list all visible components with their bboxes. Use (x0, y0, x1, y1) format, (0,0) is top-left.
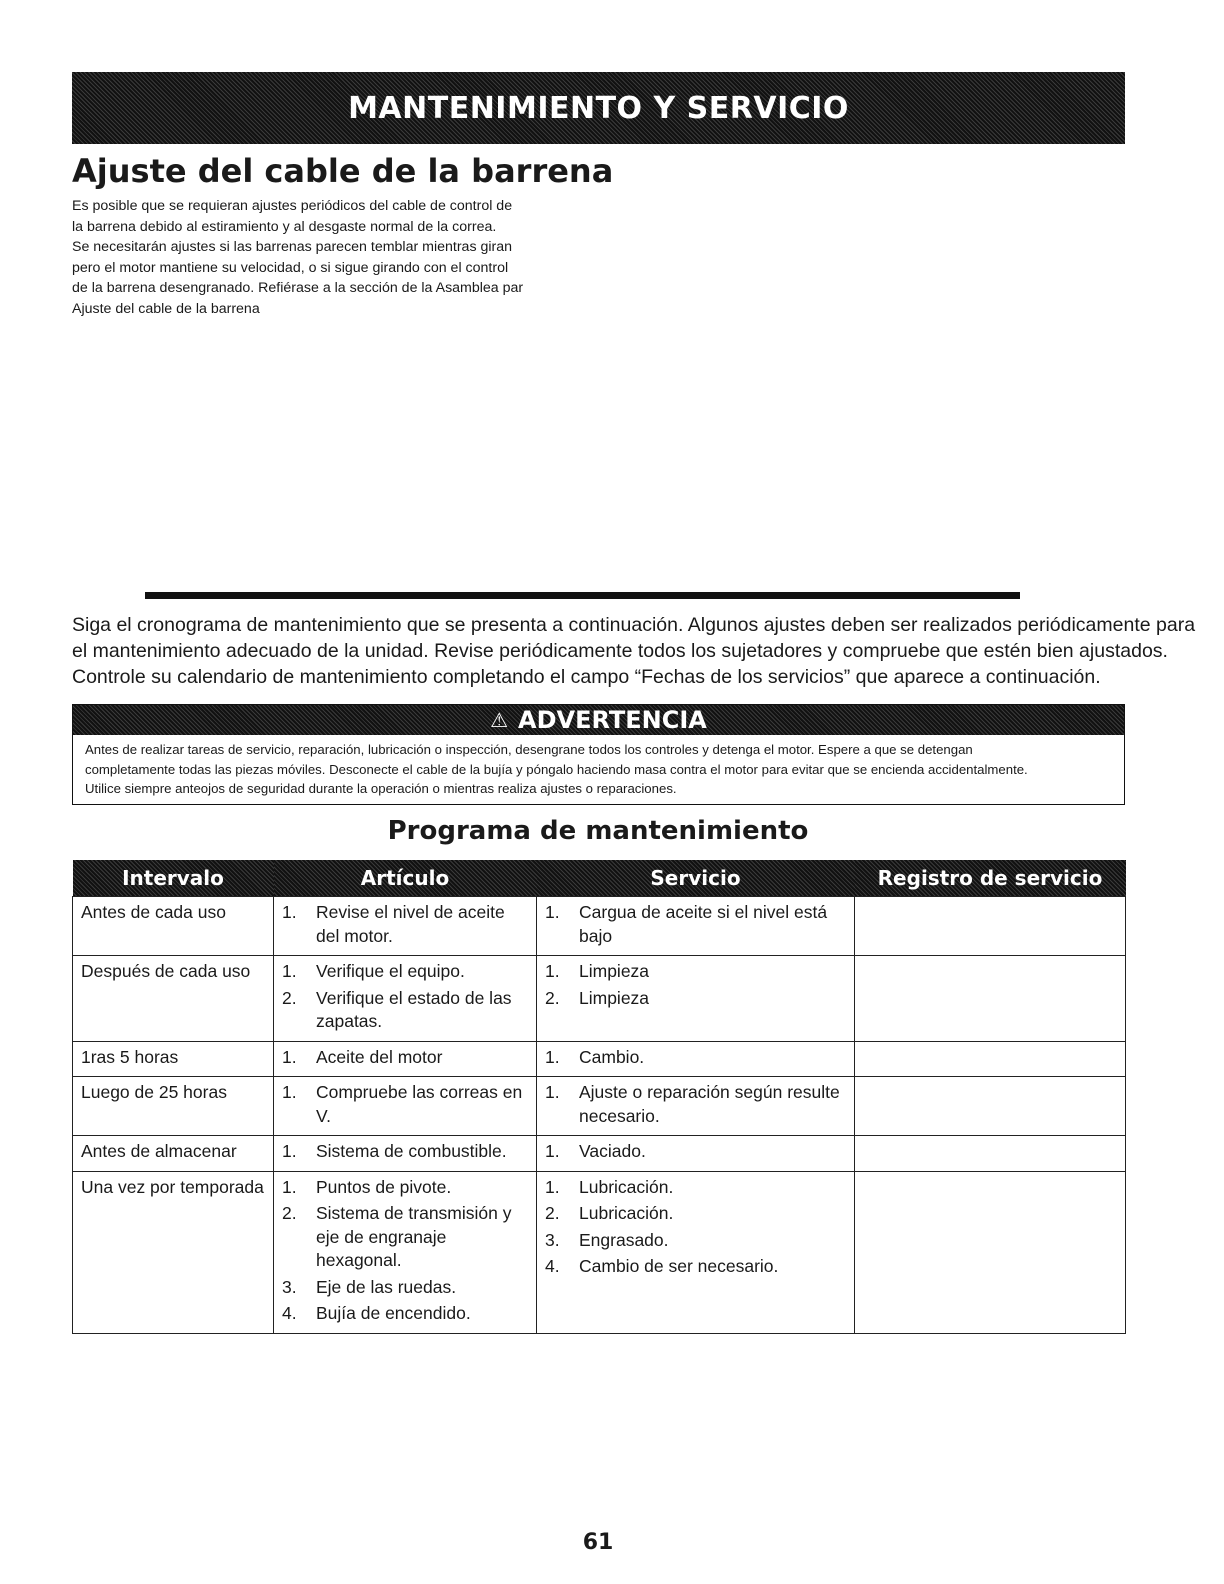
list-text: Cargua de aceite si el nivel está bajo (579, 902, 828, 946)
item-cell (274, 1077, 537, 1136)
service-record-cell (855, 1136, 1126, 1172)
numbered-list (545, 1176, 848, 1279)
list-number: 1. (545, 1082, 560, 1102)
list-text: Revise el nivel de aceite del motor. (316, 902, 505, 946)
list-item (545, 1255, 848, 1279)
list-item (545, 1176, 848, 1200)
service-record-cell (855, 1077, 1126, 1136)
section-banner (72, 72, 1125, 144)
numbered-list (282, 1046, 530, 1070)
service-cell (537, 1041, 855, 1077)
list-text: Compruebe las correas en V. (316, 1082, 523, 1126)
list-number: 4. (282, 1303, 297, 1323)
text-line: Utilice siempre anteojos de seguridad durante la operación o mientras realiza ajustes o reparaciones. (85, 781, 677, 797)
numbered-list (282, 1081, 530, 1128)
column-header: Intervalo (73, 860, 274, 897)
item-cell (274, 956, 537, 1042)
interval-cell: 1ras 5 horas (73, 1041, 274, 1077)
list-item (545, 1202, 848, 1226)
column-header: Registro de servicio (855, 860, 1126, 897)
list-number: 1. (545, 1046, 560, 1067)
text-line: Ajuste del cable de la barrena (72, 300, 260, 317)
item-cell (274, 1136, 537, 1172)
list-item (282, 960, 530, 984)
column-header: Artículo (274, 860, 537, 897)
text-line: de la barrena desengranado. Refiérase a la sección de la Asamblea par (72, 280, 524, 297)
list-text: Lubricación. (579, 1203, 674, 1223)
interval-cell: Antes de almacenar (73, 1136, 274, 1172)
auger-cable-title: Ajuste del cable de la barrena (72, 152, 614, 190)
numbered-list (545, 1046, 848, 1070)
interval-cell: Una vez por temporada (73, 1171, 274, 1333)
list-number: 1. (282, 1141, 297, 1161)
list-text: Ajuste o reparación según resulte necesario. (579, 1082, 840, 1126)
interval-cell: Luego de 25 horas (73, 1077, 274, 1136)
divider (145, 592, 1020, 599)
list-text: Eje de las ruedas. (316, 1276, 457, 1297)
list-item (282, 1302, 530, 1326)
list-text: Verifique el equipo. (316, 961, 465, 981)
list-number: 1. (282, 961, 297, 981)
warning-box (72, 704, 1125, 805)
list-text: Vaciado. (579, 1141, 646, 1161)
list-text: Bujía de encendido. (316, 1303, 471, 1323)
list-text: Cambio de ser necesario. (579, 1256, 779, 1276)
table-row (73, 897, 1126, 956)
warning-header (73, 705, 1124, 735)
list-item (282, 1046, 530, 1070)
list-item (282, 901, 530, 948)
list-number: 2. (282, 1203, 297, 1223)
list-number: 1. (282, 902, 297, 922)
list-text: Sistema de combustible. (316, 1141, 507, 1161)
list-text: Sistema de transmisión y eje de engranaje hexagonal. (316, 1203, 512, 1270)
list-number: 1. (545, 961, 560, 981)
list-item (545, 1046, 848, 1070)
text-line: Controle su calendario de mantenimiento completando el campo “Fechas de los servicios” que aparece a continuación. (72, 666, 1101, 688)
list-text: Aceite del motor (316, 1046, 443, 1067)
column-header: Servicio (537, 860, 855, 897)
table-row (73, 956, 1126, 1042)
service-cell (537, 1171, 855, 1333)
service-record-cell (855, 1171, 1126, 1333)
list-number: 4. (545, 1256, 560, 1276)
text-line: Siga el cronograma de mantenimiento que se presenta a continuación. Algunos ajustes deben ser realizados periódicamente para (72, 614, 1196, 636)
list-item (282, 1276, 530, 1300)
item-cell (274, 1171, 537, 1333)
numbered-list (545, 1081, 848, 1128)
page-number: 61 (582, 1530, 614, 1555)
list-item (282, 1140, 530, 1164)
table-row (73, 1136, 1126, 1172)
service-record-cell (855, 897, 1126, 956)
service-cell (537, 1136, 855, 1172)
table-row (73, 1041, 1126, 1077)
schedule-intro-text (72, 612, 1196, 690)
list-number: 1. (282, 1046, 297, 1067)
list-number: 2. (545, 987, 560, 1008)
warning-text (73, 735, 1124, 799)
list-text: Limpieza (579, 961, 650, 981)
table-row (73, 1077, 1126, 1136)
list-item (545, 1229, 848, 1253)
table-header-row (73, 860, 1126, 897)
service-cell (537, 1077, 855, 1136)
schedule-title: Programa de mantenimiento (387, 816, 809, 846)
list-number: 1. (545, 902, 560, 922)
text-line: Antes de realizar tareas de servicio, reparación, lubricación o inspección, desengrane todos los controles y detenga el motor. Espere a que se detengan (85, 742, 973, 757)
list-item (545, 1140, 848, 1164)
list-number: 1. (282, 1082, 297, 1102)
list-number: 1. (545, 1176, 560, 1197)
numbered-list (282, 1140, 530, 1164)
list-item (545, 987, 848, 1011)
list-item (282, 1176, 530, 1200)
list-item (282, 1081, 530, 1128)
text-line: Se necesitarán ajustes si las barrenas parecen temblar mientras giran (72, 239, 513, 256)
list-item (282, 1202, 530, 1273)
interval-cell: Después de cada uso (73, 956, 274, 1042)
list-text: Limpieza (579, 987, 650, 1008)
item-cell (274, 897, 537, 956)
service-cell (537, 897, 855, 956)
item-cell (274, 1041, 537, 1077)
table-row (73, 1171, 1126, 1333)
service-cell (537, 956, 855, 1042)
text-line: completamente todas las piezas móviles. Desconecte el cable de la bujía y póngalo haciendo masa contra el motor para evitar que se encienda accidentalmente. (85, 761, 1028, 777)
numbered-list (545, 901, 848, 948)
list-text: Puntos de pivote. (316, 1176, 452, 1197)
maintenance-table (72, 860, 1126, 1334)
service-record-cell (855, 1041, 1126, 1077)
interval-cell: Antes de cada uso (73, 897, 274, 956)
list-number: 3. (545, 1229, 560, 1250)
list-number: 1. (282, 1176, 297, 1197)
list-item (282, 987, 530, 1034)
numbered-list (545, 960, 848, 1010)
list-number: 3. (282, 1276, 297, 1297)
list-item (545, 960, 848, 984)
numbered-list (282, 960, 530, 1034)
service-record-cell (855, 956, 1126, 1042)
banner-title: MANTENIMIENTO Y SERVICIO (348, 90, 849, 126)
numbered-list (282, 1176, 530, 1326)
list-text: Cambio. (579, 1046, 645, 1067)
text-line: la barrena debido al estiramiento y al desgaste normal de la correa. (72, 218, 497, 235)
auger-cable-text (72, 196, 572, 320)
numbered-list (545, 1140, 848, 1164)
text-line: Es posible que se requieran ajustes periódicos del cable de control de (72, 198, 513, 214)
list-number: 2. (545, 1203, 560, 1223)
text-line: el mantenimiento adecuado de la unidad. Revise periódicamente todos los sujetadores y compruebe que estén bien ajustados. (72, 640, 1168, 662)
list-number: 1. (545, 1141, 560, 1161)
list-item (545, 1081, 848, 1128)
list-text: Verifique el estado de las zapatas. (316, 987, 512, 1031)
table-body (73, 897, 1126, 1334)
list-number: 2. (282, 987, 297, 1008)
numbered-list (282, 901, 530, 948)
warning-title: ADVERTENCIA (518, 706, 707, 734)
list-item (545, 901, 848, 948)
list-text: Engrasado. (579, 1229, 669, 1250)
warning-triangle-icon: ⚠ (490, 708, 509, 732)
text-line: pero el motor mantiene su velocidad, o si sigue girando con el control (72, 259, 509, 276)
list-text: Lubricación. (579, 1176, 674, 1197)
